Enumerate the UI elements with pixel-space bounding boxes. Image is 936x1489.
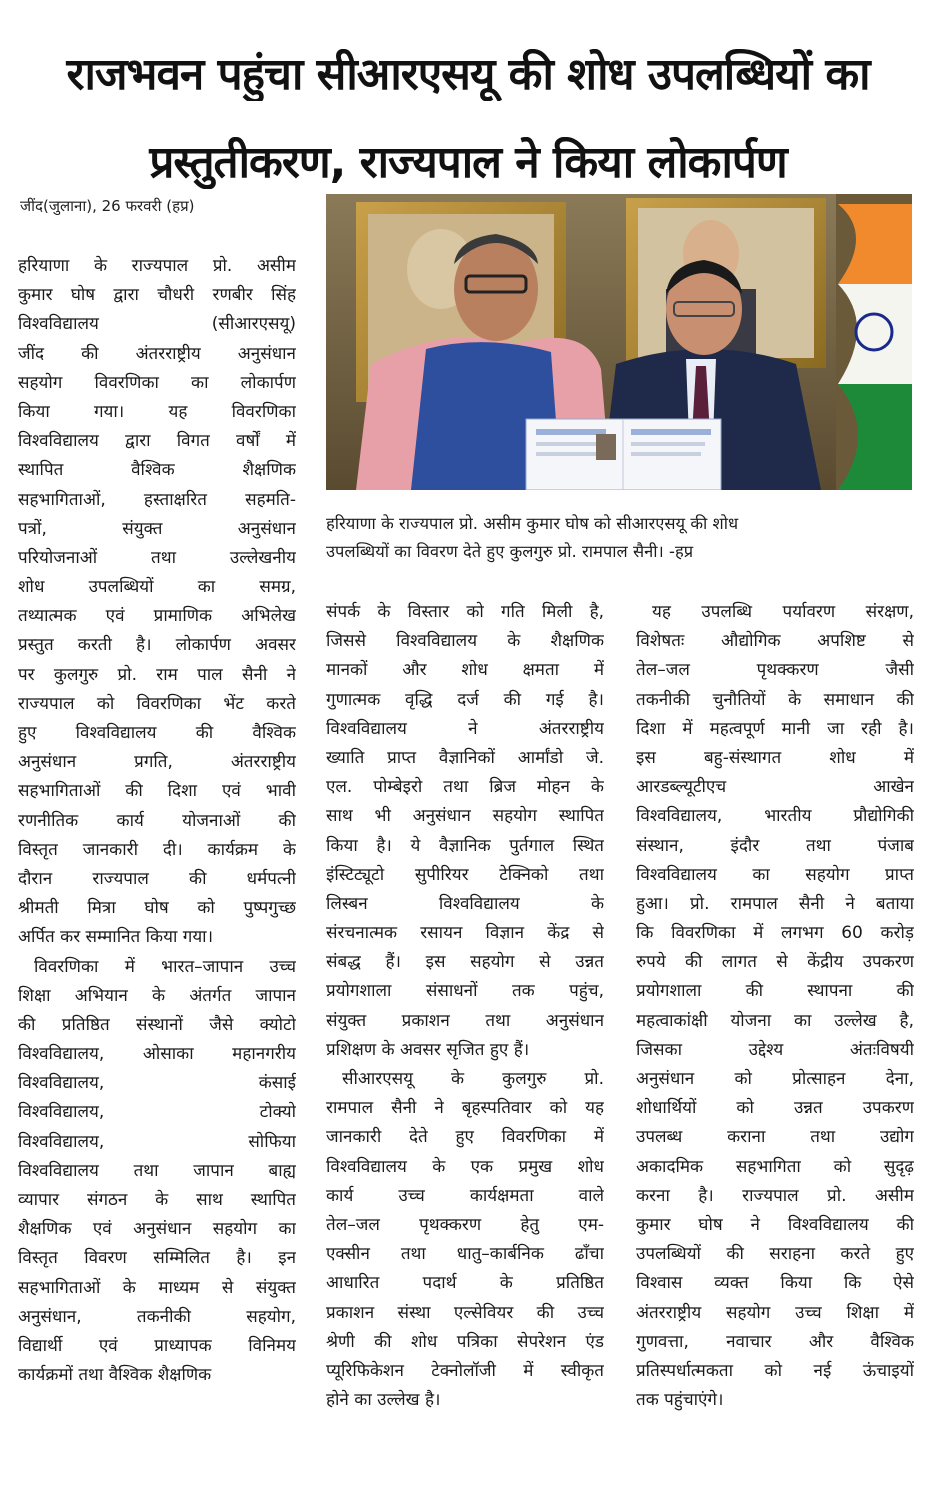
article-line: प्रकाशन संस्था एल्सेवियर की उच्च [326,1302,604,1323]
article-line: कुमार घोष द्वारा चौधरी रणबीर सिंह [18,285,296,306]
headline-line-2: प्रस्तुतीकरण, राज्यपाल ने किया लोकार्पण [149,137,787,189]
article-column-1 [18,252,296,1390]
article-line: विश्वविद्यालय (सीआरएसयू) [18,314,296,335]
article-line: आरडब्ल्यूटीएच आखेन [636,777,914,798]
article-line: अनुसंधान को प्रोत्साहन देना, [636,1069,914,1089]
article-line: प्रस्तुत करती है। लोकार्पण अवसर [18,635,296,656]
article-line: विश्वविद्यालय द्वारा विगत वर्षों में [18,431,296,452]
article-line: एल. पोम्बेइरो तथा ब्रिज मोहन के [326,777,604,798]
article-line: पर कुलगुरु प्रो. राम पाल सैनी ने [18,664,296,685]
headline-line-1: राजभवन पहुंचा सीआरएसयू की शोध उपलब्धियों का [66,49,870,101]
article-line: सहभागिताओं, हस्ताक्षरित सहमति- [18,489,296,510]
article-line: प्रयोगशाला संसाधनों तक पहुंच, [326,981,604,1002]
article-line: साथ भी अनुसंधान सहयोग स्थापित [326,806,604,827]
article-line: महत्वाकांक्षी योजना का उल्लेख है, [636,1010,914,1031]
article-line: जिससे विश्वविद्यालय के शैक्षणिक [326,631,604,652]
article-line: संपर्क के विस्तार को गति मिली है, [326,602,604,622]
article-column-3 [636,598,914,1415]
article-line: विशेषतः औद्योगिक अपशिष्ट से [636,631,914,652]
article-line: दिशा में महत्वपूर्ण मानी जा रही है। [636,718,914,739]
article-line: एक्सीन तथा धातु–कार्बनिक ढाँचा [326,1244,604,1265]
article-line: हुए विश्वविद्यालय की वैश्विक [18,723,296,743]
article-line: कि विवरणिका में लगभग 60 करोड़ [636,923,914,944]
article-line: प्रशिक्षण के अवसर सृजित हुए हैं। [326,1039,530,1060]
article-line: अनुसंधान, तकनीकी सहयोग, [18,1306,296,1327]
article-line: तेल–जल पृथक्करण हेतु एम- [326,1214,604,1235]
caption-line: उपलब्धियों का विवरण देते हुए कुलगुरु प्रो. रामपाल सैनी। -हप्र [326,542,694,561]
article-line: शिक्षा अभियान के अंतर्गत जापान [18,985,296,1006]
article-line: अनुसंधान प्रगति, अंतरराष्ट्रीय [18,752,296,773]
article-line: स्थापित वैश्विक शैक्षणिक [18,460,296,481]
article-line: शैक्षणिक एवं अनुसंधान सहयोग का [18,1219,296,1240]
article-line: परियोजनाओं तथा उल्लेखनीय [18,547,296,568]
article-line: जिसका उद्देश्य अंतःविषयी [636,1039,914,1060]
article-line: प्यूरिफिकेशन टेक्नोलॉजी में स्वीकृत [326,1360,604,1381]
news-photo [326,194,912,490]
article-line: दौरान राज्यपाल की धर्मपत्नी [18,868,296,889]
article-line: कार्य उच्च कार्यक्षमता वाले [326,1185,604,1206]
article-line: विश्वविद्यालय, टोक्यो [18,1102,296,1123]
article-line: पत्रों, संयुक्त अनुसंधान [18,518,296,539]
article-line: विश्वविद्यालय ने अंतरराष्ट्रीय [326,718,604,739]
article-line: गुणवत्ता, नवाचार और वैश्विक [636,1331,914,1352]
article-line: हरियाणा के राज्यपाल प्रो. असीम [18,256,296,276]
article-line: सहभागिताओं की दिशा एवं भावी [18,781,296,802]
dateline: जींद(जुलाना), 26 फरवरी (हप्र) [20,197,195,215]
article-line: आधारित पदार्थ के प्रतिष्ठित [326,1273,604,1294]
article-line: रामपाल सैनी ने बृहस्पतिवार को यह [326,1098,604,1119]
article-line: विवरणिका में भारत–जापान उच्च [34,956,296,977]
photo-illustration [326,194,912,490]
article-line: कुमार घोष ने विश्वविद्यालय की [636,1214,914,1235]
article-line: श्रेणी की शोध पत्रिका सेपरेशन एंड [326,1331,604,1352]
article-line: राज्यपाल को विवरणिका भेंट करते [18,693,296,714]
article-line: विश्वास व्यक्त किया कि ऐसे [636,1273,914,1294]
article-line: रुपये की लागत से केंद्रीय उपकरण [636,952,914,973]
article-line: गुणात्मक वृद्धि दर्ज की गई है। [326,689,604,710]
article-line: इस बहु-संस्थागत शोध में [636,747,914,768]
article-line: किया है। ये वैज्ञानिक पुर्तगाल स्थित [326,835,604,856]
article-line: तकनीकी चुनौतियों के समाधान की [636,689,914,710]
article-line: शोधार्थियों को उन्नत उपकरण [636,1098,914,1119]
article-line: संस्थान, इंदौर तथा पंजाब [636,835,914,856]
article-line: सहभागिताओं के माध्यम से संयुक्त [18,1277,296,1298]
article-line: मानकों और शोध क्षमता में [326,660,604,681]
article-line: विश्वविद्यालय तथा जापान बाह्य [18,1160,296,1181]
article-line: श्रीमती मित्रा घोष को पुष्पगुच्छ [18,898,296,919]
article-line: व्यापार संगठन के साथ स्थापित [18,1190,296,1210]
article-line: उपलब्धियों की सराहना करते हुए [636,1244,914,1265]
article-line: विस्तृत विवरण सम्मिलित है। इन [18,1248,296,1269]
article-line: करना है। राज्यपाल प्रो. असीम [636,1185,914,1206]
article-line: की प्रतिष्ठित संस्थानों जैसे क्योटो [18,1014,296,1035]
article-line: विश्वविद्यालय का सहयोग प्राप्त [636,864,914,885]
article-line: विश्वविद्यालय के एक प्रमुख शोध [326,1156,604,1177]
article-line: प्रयोगशाला की स्थापना की [636,981,914,1002]
article-line: कार्यक्रमों तथा वैश्विक शैक्षणिक [18,1365,212,1386]
article-column-2 [326,598,604,1415]
article-line: विश्वविद्यालय, ओसाका महानगरीय [18,1044,296,1065]
caption-line: हरियाणा के राज्यपाल प्रो. असीम कुमार घोष को सीआरएसयू की शोध [326,514,739,533]
article-line: रणनीतिक कार्य योजनाओं की [18,810,296,831]
article-line: तथ्यात्मक एवं प्रामाणिक अभिलेख [18,606,296,627]
article-line: विद्यार्थी एवं प्राध्यापक विनिमय [18,1335,296,1356]
article-line: विश्वविद्यालय, कंसाई [18,1073,296,1094]
article-line: उपलब्ध कराना तथा उद्योग [636,1127,914,1148]
article-line: संबद्ध हैं। इस सहयोग से उन्नत [326,952,604,973]
article-line: शोध उपलब्धियों का समग्र, [18,577,296,598]
article-line: होने का उल्लेख है। [326,1390,441,1411]
article-line: इंस्टिट्यूटो सुपीरियर टेक्निको तथा [326,864,604,885]
article-line: सीआरएसयू के कुलगुरु प्रो. [342,1069,604,1089]
photo-caption [326,510,916,566]
article-line: विस्तृत जानकारी दी। कार्यक्रम के [18,839,296,860]
article-line: प्रतिस्पर्धात्मकता को नई ऊंचाइयों [636,1360,914,1381]
article-line: जानकारी देते हुए विवरणिका में [326,1127,604,1148]
article-line: हुआ। प्रो. रामपाल सैनी ने बताया [636,893,914,914]
article-line: विश्वविद्यालय, भारतीय प्रौद्योगिकी [636,806,914,827]
article-line: अर्पित कर सम्मानित किया गया। [18,927,214,948]
article-line: जींद की अंतरराष्ट्रीय अनुसंधान [18,343,296,364]
article-line: संयुक्त प्रकाशन तथा अनुसंधान [326,1010,604,1031]
article-line: अंतरराष्ट्रीय सहयोग उच्च शिक्षा में [636,1302,914,1323]
article-line: ख्याति प्राप्त वैज्ञानिकों आर्मांडो जे. [326,747,604,768]
article-line: तेल–जल पृथक्करण जैसी [636,660,914,681]
article-line: सहयोग विवरणिका का लोकार्पण [18,372,296,393]
article-line: यह उपलब्धि पर्यावरण संरक्षण, [652,602,914,622]
article-line: किया गया। यह विवरणिका [18,401,296,422]
article-line: अकादमिक सहभागिता को सुदृढ़ [636,1156,914,1177]
article-line: लिस्बन विश्वविद्यालय के [326,893,604,914]
article-line: तक पहुंचाएंगे। [636,1390,724,1411]
article-line: विश्वविद्यालय, सोफिया [18,1131,296,1152]
article-line: संरचनात्मक रसायन विज्ञान केंद्र से [326,923,604,944]
